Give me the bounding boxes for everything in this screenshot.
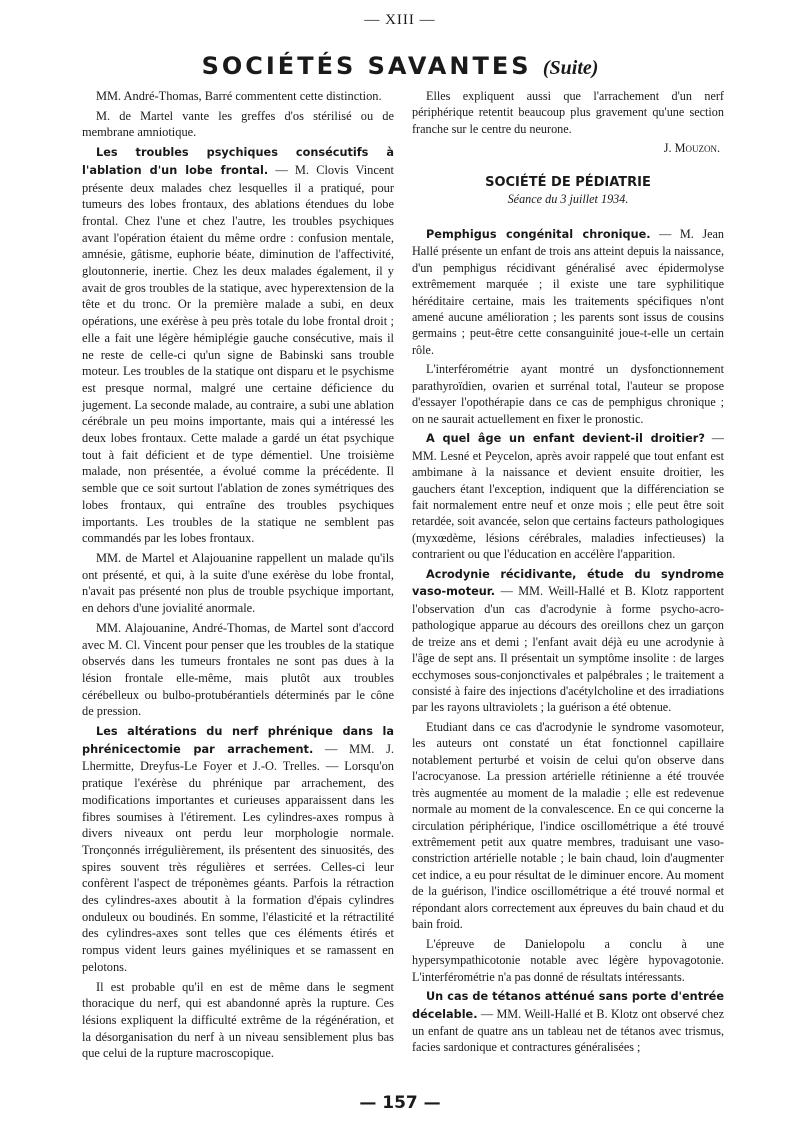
paragraph: Etudiant dans ce cas d'acrodynie le syndrome vasomoteur, les auteurs ont constaté un état fonctionnel capillaire notablement perturbé et voisin de celui qu'on observe dans l'acrocyanose. La pression artérielle rétinienne a été trouvée très augmentée au moment de la maladie ; elle est redevenue normale au moment de la convalescence. En ce qui concerne la circulation périphérique, l'indice oscillométrique a été trouvé extrêmement petit aux quatre membres, traduisant une vaso-constriction artérielle notable ; le bain chaud, loin d'augmenter cet indice, a eu pour résultat de le diminuer encore. Au moment de la guérison, l'indice oscillométrique a été trouvé normal et répondant alors correctement aux épreuves du bain chaud et du bain froid.	[412, 719, 724, 932]
paragraph-body: — MM. J. Lhermitte, Dreyfus-Le Foyer et J.-O. Trelles. — Lorsqu'on pratique l'exérèse du phrénique par arrachement, des modifications importantes et curieuses apparaissent dans les fibres soumises à l'étirement. Les cylindres-axes rompus à divers niveaux ont perdu leur morphologie normale. Tronçonnés irrégulièrement, ils présentent des sinuosités, des spires souvent très régulières et serrées. Celles-ci leur confèrent l'aspect de tréponèmes géants. Parfois la rétraction des cylindres-axes aboutit à la formation d'épais cylindres onduleux ou boudinés. En somme, l'élasticité et la rétractilité des cylindres-axes sont telles que ces éléments étirés et rompus vident leurs gaines myéliniques et se ramassent en pelotons.	[82, 741, 394, 974]
author-signature: J. Mouzon.	[663, 141, 720, 156]
run-in-title: Les altérations du nerf phrénique dans la phrénicectomie par arrachement.	[82, 725, 394, 756]
paragraph	[82, 723, 394, 976]
paragraph: MM. Alajouanine, André-Thomas, de Martel sont d'accord avec M. Cl. Vincent pour penser que les troubles de la statique observés dans les tumeurs frontales ne sont pas dues à la lésion frontale elle-même, mais plutôt aux troubles cérébelleux ou bulbo-protubérantiels déterminés par le cône de pression.	[82, 620, 394, 719]
paragraph-body: — MM. Weill-Hallé et B. Klotz ont observé chez un enfant de quatre ans un tableau net de tétanos avec trismus, facies sardonique et contractures généralisées ;	[412, 1006, 724, 1055]
section-date: Séance du 3 juillet 1934.	[507, 192, 629, 207]
paragraph	[82, 144, 394, 547]
left-column	[82, 88, 394, 1065]
run-in-title: Acrodynie récidivante, étude du syndrome vaso-moteur.	[412, 567, 724, 599]
paragraph	[412, 566, 724, 716]
paragraph: Il est probable qu'il en est de même dans le segment thoracique du nerf, qui est abandonné après la rupture. Ces lésions expliquent la difficulté extrême de la régénération, et la désorganisation du nerf à un niveau sensiblement plus bas que celui de la rupture macroscopique.	[82, 979, 394, 1061]
right-column	[412, 88, 724, 1059]
run-in-title: Pemphigus congénital chronique.	[426, 227, 651, 241]
paragraph: L'interférométrie ayant montré un dysfonctionnement parathyroïdien, ovarien et surrénal total, l'auteur se propose d'essayer l'opothérapie dans ce cas de pemphigus chronique ; on ne saurait actuellement en fixer le pronostic.	[412, 362, 724, 426]
paragraph	[412, 988, 724, 1056]
paragraph: L'épreuve de Danielopolu a conclu à une hypersympathicotonie notable avec légère hypovagotonie. L'interférométrie n'a pas donné de résultats intéressants.	[412, 936, 724, 984]
run-in-title: A quel âge un enfant devient-il droitier?	[426, 432, 705, 446]
title-main: SOCIÉTÉS SAVANTES	[201, 52, 532, 80]
run-in-title: Un cas de tétanos atténué sans porte d'entrée décelable.	[412, 990, 724, 1021]
run-in-title: Les troubles psychiques consécutifs à l'ablation d'un lobe frontal.	[82, 146, 394, 177]
paragraph-body: — MM. Lesné et Peycelon, après avoir rappelé que tout enfant est ambimane à la naissance et devient ensuite droitier, les gauchers étant l'exception, indiquent que la différenciation se fait normalement entre neuf et onze mois ; elle peut être soit retardée, soit avancée, selon que certains facteurs pathologiques (myxœdème, lésions cérébrales, maladies infectieuses) la contrarient ou que l'éducation en accélère l'apparition.	[412, 431, 724, 562]
paragraph: M. de Martel vante les greffes d'os stérilisé ou de membrane amniotique.	[82, 108, 394, 140]
title-suite: (Suite)	[542, 57, 599, 79]
paragraph-body: — MM. Weill-Hallé et B. Klotz rapportent l'observation d'un cas d'acrodynie à forme psycho-acro-pathologique apparue au décours des oreillons chez un garçon de treize ans et demi ; l'enfant avait déjà eu une acrodynie à l'âge de sept ans. Il présentait un symptôme insolite : de larges ecchymoses sous-conjonctivales et palpébrales ; le traitement a consisté à faire des injections d'acétylcholine et des irradiations par les rayons ultraviolets ; la guérison a été obtenue.	[412, 584, 724, 715]
page-title	[0, 52, 800, 80]
paragraph-body: — M. Jean Hallé présente un enfant de trois ans atteint depuis la naissance, d'un pemphigus récidivant généralisé avec épidermolyse extrêmement marquée ; il existe une tare syphilitique héréditaire certaine, mais les traitements spécifiques n'ont amené aucune amélioration ; les parents sont issus de cousins germains ; peut-être cette consanguinité joue-t-elle un certain rôle.	[412, 226, 724, 357]
paragraph	[412, 226, 724, 359]
page-header-roman-numeral: — XIII —	[364, 12, 436, 28]
paragraph-body: — M. Clovis Vincent présente deux malades chez lesquelles il a pratiqué, pour tumeurs des lobes frontaux, des ablations étendues du lobe frontal. Chez l'une et chez l'autre, les troubles psychiques avant l'opération étaient du même ordre : confusion mentale, amnésie, gâtisme, euphorie béate, diminution de l'affectivité, gloutonnerie, inertie. Chez les deux malades également, il y avait de gros troubles de la statique, avec hyperextension de la tête et du tronc. Or la première malade a subi, en deux opérations, une exérèse à peu près totale du lobe frontal droit ; elle a fait une légère hémiplégie gauche consécutive, mais il ne reste de celle-ci qu'un signe de Babinski sans trouble moteur. Les troubles de la statique ont disparu et le psychisme est presque normal, malgré une certaine déficience du jugement. La seconde malade, au contraire, a subi une ablation cérébrale un peu moins importante, mais qui a intéressé les deux lobes frontaux. Cette malade a gardé un état psychique tout à fait déficient et de type démentiel. Une troisième malade, non présentée, a évolué comme la précédente. Il semble que ce soit surtout l'ablation de zones symétriques des lobes frontaux, qui entraîne des troubles psychiques importants. Les troubles de la statique ne semblent pas commandés par les lobes frontaux.	[82, 162, 394, 546]
paragraph	[412, 430, 724, 563]
page-number: — 157 —	[359, 1093, 441, 1113]
paragraph: Elles expliquent aussi que l'arrachement d'un nerf périphérique retentit beaucoup plus gravement qu'une section franche sur le centre du neurone.	[412, 89, 724, 136]
section-heading: SOCIÉTÉ DE PÉDIATRIE	[485, 174, 651, 190]
paragraph: MM. André-Thomas, Barré commentent cette distinction.	[96, 89, 382, 103]
paragraph: MM. de Martel et Alajouanine rappellent un malade qu'ils ont présenté, et qui, à la suite d'une exérèse du lobe frontal, n'avait pas présenté non plus de trouble psychique important, en dehors d'une jovialité anormale.	[82, 550, 394, 616]
